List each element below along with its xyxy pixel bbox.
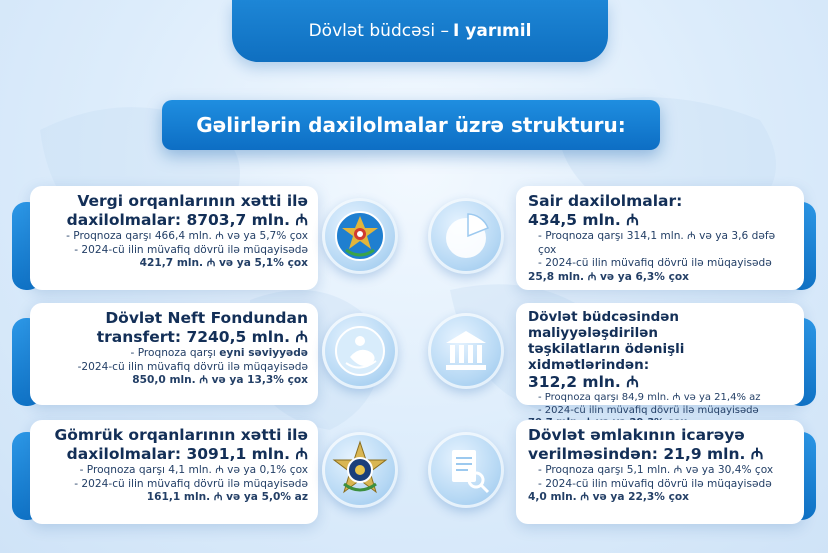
card-line: 850,0 mln. ₼ və ya 13,3% çox <box>132 374 308 386</box>
card-heading-value: 434,5 mln. ₼ <box>528 211 639 229</box>
revenue-card-customs <box>30 420 318 524</box>
card-line: - Proqnoza qarşı 4,1 mln. ₼ və ya 0,1% çox <box>79 464 308 476</box>
card-line: - 2024-cü ilin müvafiq dövrü ilə müqayisədə <box>538 257 772 269</box>
card-line: - Proqnoza qarşı eyni səviyyədə <box>130 347 308 359</box>
card-heading-value: verilməsindən: 21,9 mln. ₼ <box>528 445 764 463</box>
card-line: - Proqnoza qarşı 5,1 mln. ₼ və ya 30,4% çox <box>538 464 774 476</box>
revenue-card-oil-fund <box>30 303 318 405</box>
header-tab <box>232 0 608 62</box>
card-line: - 2024-cü ilin müvafiq dövrü ilə müqayisədə <box>538 477 772 490</box>
card-line: -2024-cü ilin müvafiq dövrü ilə müqayisədə <box>77 360 308 373</box>
revenue-card-property-lease <box>516 420 804 524</box>
card-line: - 2024-cü ilin müvafiq dövrü ilə müqayisədə <box>74 243 308 256</box>
card-line: 421,7 mln. ₼ və ya 5,1% çox <box>139 257 308 269</box>
revenue-card-paid-services <box>516 303 804 416</box>
card-line: - Proqnoza qarşı 84,9 mln. ₼ və ya 21,4% az <box>538 392 761 403</box>
card-heading-value: 312,2 mln. ₼ <box>528 373 639 391</box>
card-line: - 2024-cü ilin müvafiq dövrü ilə müqayisədə <box>74 477 308 490</box>
card-heading: Sair daxilolmalar: <box>528 192 683 210</box>
card-line: - 2024-cü ilin müvafiq dövrü ilə müqayisədə <box>538 404 759 416</box>
card-heading: Dövlət büdcəsindən maliyyələşdirilən <box>528 309 680 341</box>
card-heading: Dövlət Neft Fondundan <box>105 309 308 327</box>
card-heading-value: daxilolmalar: 8703,7 mln. ₼ <box>66 211 308 229</box>
card-heading-value: daxilolmalar: 3091,1 mln. ₼ <box>66 445 308 463</box>
bank-building-icon <box>428 313 504 389</box>
oil-fund-icon <box>322 313 398 389</box>
card-line: - Proqnoza qarşı 466,4 mln. ₼ və ya 5,7% çox <box>66 230 308 242</box>
customs-emblem-icon <box>322 432 398 508</box>
card-heading-value: transfert: 7240,5 mln. ₼ <box>96 328 308 346</box>
header-period: I yarımil <box>453 21 532 41</box>
lease-document-icon <box>428 432 504 508</box>
card-line: - Proqnoza qarşı 314,1 mln. ₼ və ya 3,6 dəfə çox <box>538 230 776 256</box>
card-line: 25,8 mln. ₼ və ya 6,3% çox <box>528 270 690 283</box>
card-heading: təşkilatların ödənişli xidmətlərindən: <box>528 341 685 373</box>
pie-chart-icon <box>428 198 504 274</box>
page-title: Gəlirlərin daxilolmalar üzrə strukturu: <box>162 100 660 150</box>
card-heading: Vergi orqanlarının xətti ilə <box>77 192 308 210</box>
card-heading: Gömrük orqanlarının xətti ilə <box>54 426 308 444</box>
card-line: 4,0 mln. ₼ və ya 22,3% çox <box>528 491 690 503</box>
revenue-card-tax <box>30 186 318 290</box>
azerbaijan-emblem-icon <box>322 198 398 274</box>
revenue-card-other <box>516 186 804 290</box>
header-prefix: Dövlət büdcəsi – <box>308 21 450 41</box>
card-line: 161,1 mln. ₼ və ya 5,0% az <box>146 491 308 503</box>
card-heading: Dövlət əmlakının icarəyə <box>528 426 745 444</box>
